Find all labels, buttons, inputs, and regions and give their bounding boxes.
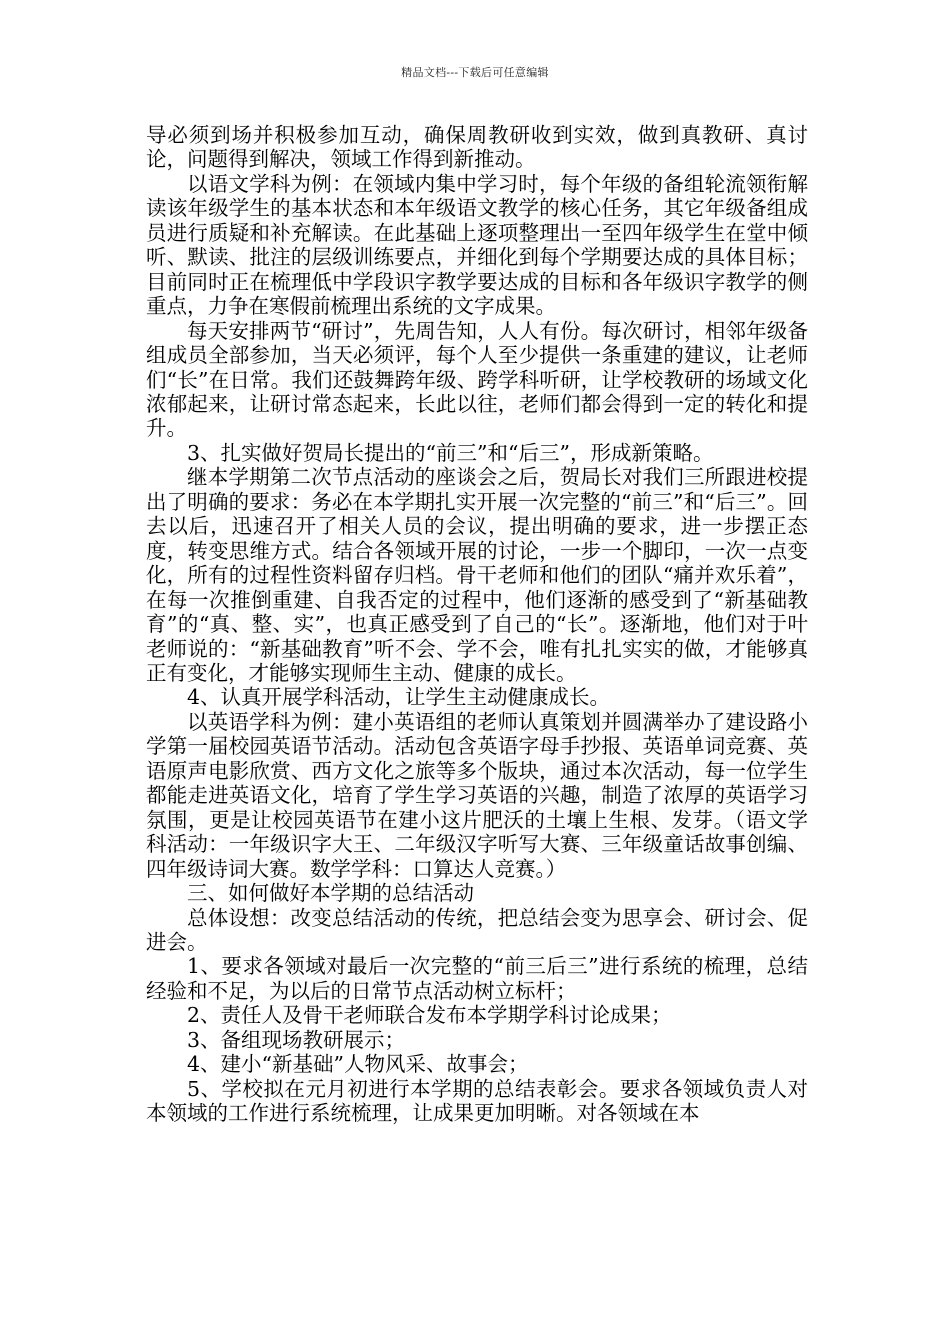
list-item: 3、备组现场教研展示；: [187, 1027, 406, 1052]
paragraph: 每天安排两节“研讨”，先周告知，人人有份。每次研讨，相邻年级备组成员全部参加，当天必须评，每个人至少提供一条重建的建议，让老师们“长”在日常。我们还鼓舞跨年级、跨学科听研，让学校教研的场域文化浓郁起来，让研讨常态起来，长此以往，老师们都会得到一定的转化和提升。: [146, 318, 808, 441]
list-item: 2、责任人及骨干老师联合发布本学期学科讨论成果；: [187, 1003, 672, 1028]
list-item: 1、要求各领域对最后一次完整的“前三后三”进行系统的梳理，总结经验和不足，为以后的日常节点活动树立标杆；: [146, 954, 808, 1003]
document-body: [146, 123, 808, 1126]
list-item: 5、学校拟在元月初进行本学期的总结表彰会。要求各领域负责人对本领域的工作进行系统梳理，让成果更加明晰。对各领域在本: [146, 1076, 808, 1126]
paragraph: 以英语学科为例：建小英语组的老师认真策划并圆满举办了建设路小学第一届校园英语节活动。活动包含英语字母手抄报、英语单词竞赛、英语原声电影欣赏、西方文化之旅等多个版块，通过本次活动，每一位学生都能走进英语文化，培育了学生学习英语的兴趣，制造了浓厚的英语学习氛围，更是让校园英语节在建小这片肥沃的土壤上生根、发芽。（语文学科活动：一年级识字大王、二年级汉字听写大赛、三年级童话故事创编、四年级诗词大赛。数学学科：口算达人竞赛。）: [146, 709, 808, 881]
paragraph: 导必须到场并积极参加互动，确保周教研收到实效，做到真教研、真讨论，问题得到解决，领域工作得到新推动。: [146, 123, 808, 172]
paragraph: 以语文学科为例：在领域内集中学习时，每个年级的备组轮流领衔解读该年级学生的基本状态和本年级语文教学的核心任务，其它年级备组成员进行质疑和补充解读。在此基础上逐项整理出一至四年级学生在堂中倾听、默读、批注的层级训练要点，并细化到每个学期要达成的具体目标；目前同时正在梳理低中学段识字教学要达成的目标和各年级识字教学的侧重点，力争在寒假前梳理出系统的文字成果。: [146, 171, 808, 319]
paragraph: 总体设想：改变总结活动的传统，把总结会变为思享会、研讨会、促进会。: [146, 905, 808, 954]
section-heading: 三、如何做好本学期的总结活动: [187, 881, 474, 906]
page-header: 精品文档---下载后可任意编辑: [401, 66, 549, 79]
list-item: 4、建小“新基础”人物风采、故事会；: [187, 1052, 529, 1077]
section-heading: 3、扎实做好贺局长提出的“前三”和“后三”，形成新策略。: [187, 440, 714, 465]
paragraph: 继本学期第二次节点活动的座谈会之后，贺局长对我们三所跟进校提出了明确的要求：务必在本学期扎实开展一次完整的“前三”和“后三”。回去以后，迅速召开了相关人员的会议，提出明确的要求，进一步摆正态度，转变思维方式。结合各领域开展的讨论，一步一个脚印，一次一点变化，所有的过程性资料留存归档。骨干老师和他们的团队“痛并欢乐着”，在每一次推倒重建、自我否定的过程中，他们逐渐的感受到了“新基础教育”的“真、整、实”，也真正感受到了自己的“长”。逐渐地，他们对于叶老师说的：“新基础教育”听不会、学不会，唯有扎扎实实的做，才能够真正有变化，才能够实现师生主动、健康的成长。: [146, 465, 808, 685]
section-heading: 4、认真开展学科活动，让学生主动健康成长。: [187, 685, 611, 710]
